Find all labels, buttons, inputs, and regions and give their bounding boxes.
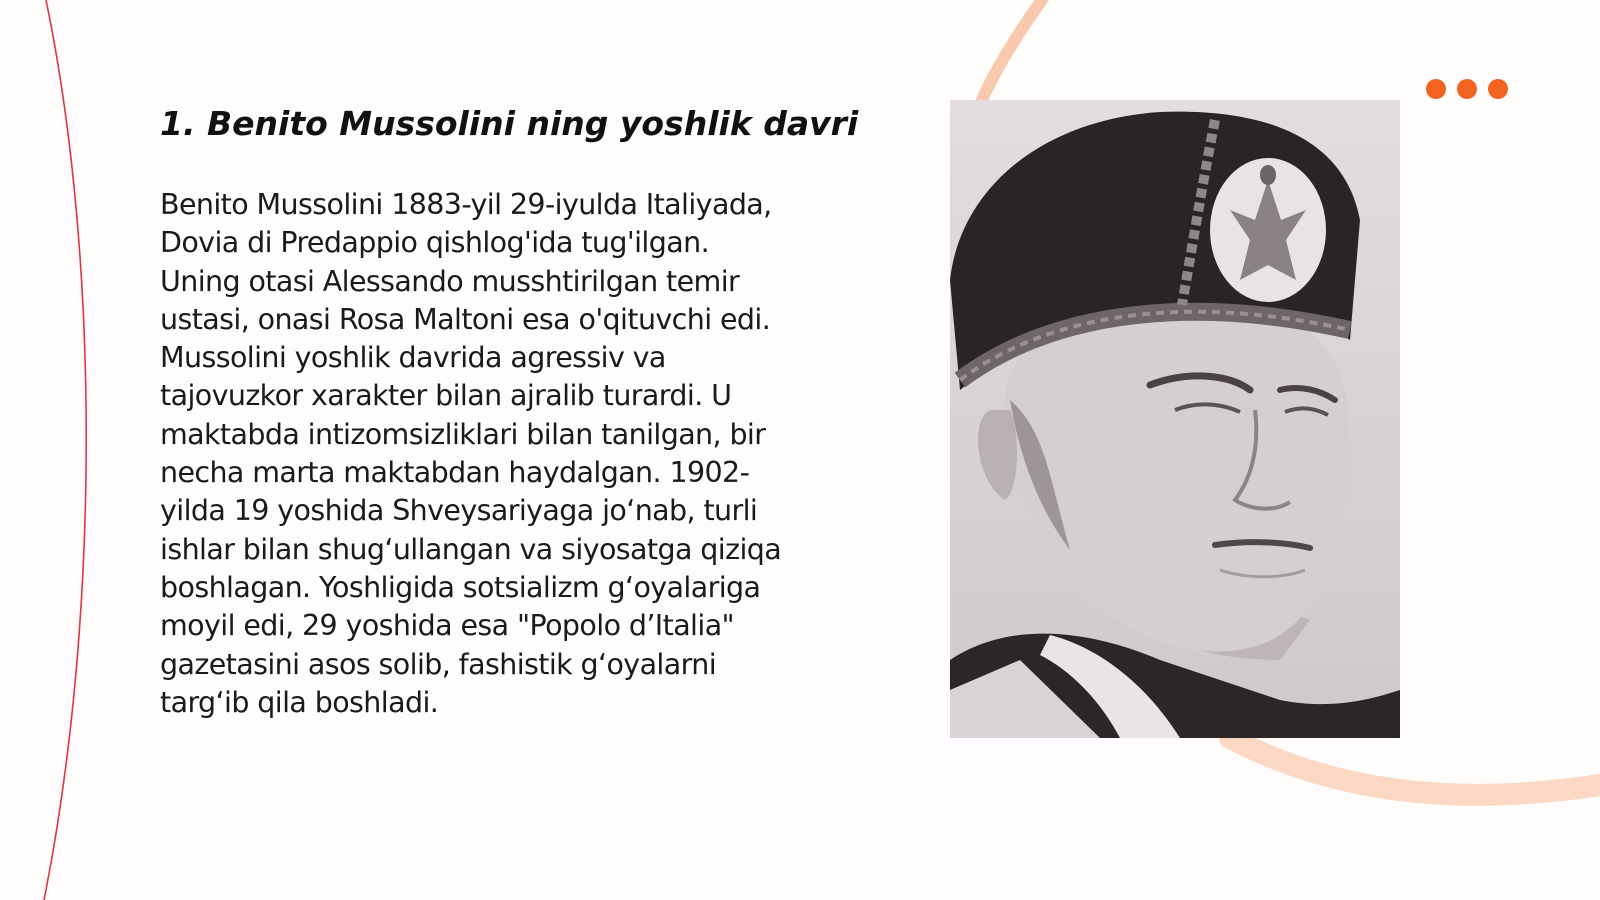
left-edge-curve (44, 0, 86, 900)
dot (1457, 79, 1477, 99)
body-line: maktabda intizomsizliklari bilan tanilgan, bir (160, 417, 766, 451)
body-line: moyil edi, 29 yoshida esa "Popolo d’Italia" (160, 609, 735, 643)
portrait-illustration (950, 100, 1400, 738)
body-line: boshlagan. Yoshligida sotsializm g‘oyalariga (160, 570, 761, 604)
body-line: necha marta maktabdan haydalgan. 1902- (160, 456, 750, 490)
body-line: Mussolini yoshlik davrida agressiv va (160, 341, 666, 375)
dot (1488, 79, 1508, 99)
three-dots-icon (1426, 79, 1508, 99)
top-arc (982, 0, 1042, 100)
portrait-photo (950, 100, 1400, 738)
body-line: yilda 19 yoshida Shveysariyaga jo‘nab, turli (160, 494, 758, 528)
body-line: Uning otasi Alessando musshtirilgan temir (160, 264, 740, 298)
body-line: Benito Mussolini 1883-yil 29-iyulda Italiyada, (160, 188, 772, 221)
body-line: ishlar bilan shug‘ullangan va siyosatga qiziqa (160, 532, 782, 566)
dot (1426, 79, 1446, 99)
body-line: targ‘ib qila boshladi. (160, 685, 439, 719)
body-line: tajovuzkor xarakter bilan ajralib turardi. U (160, 379, 732, 413)
body-line: Dovia di Predappio qishlog'ida tug'ilgan. (160, 226, 710, 260)
body-line: gazetasini asos solib, fashistik g‘oyalarni (160, 647, 717, 681)
slide-body-text (160, 186, 850, 722)
slide-title: 1. Benito Mussolini ning yoshlik davri (160, 104, 859, 143)
body-line: ustasi, onasi Rosa Maltoni esa o'qituvchi edi. (160, 302, 771, 336)
bottom-arc (1230, 738, 1600, 795)
